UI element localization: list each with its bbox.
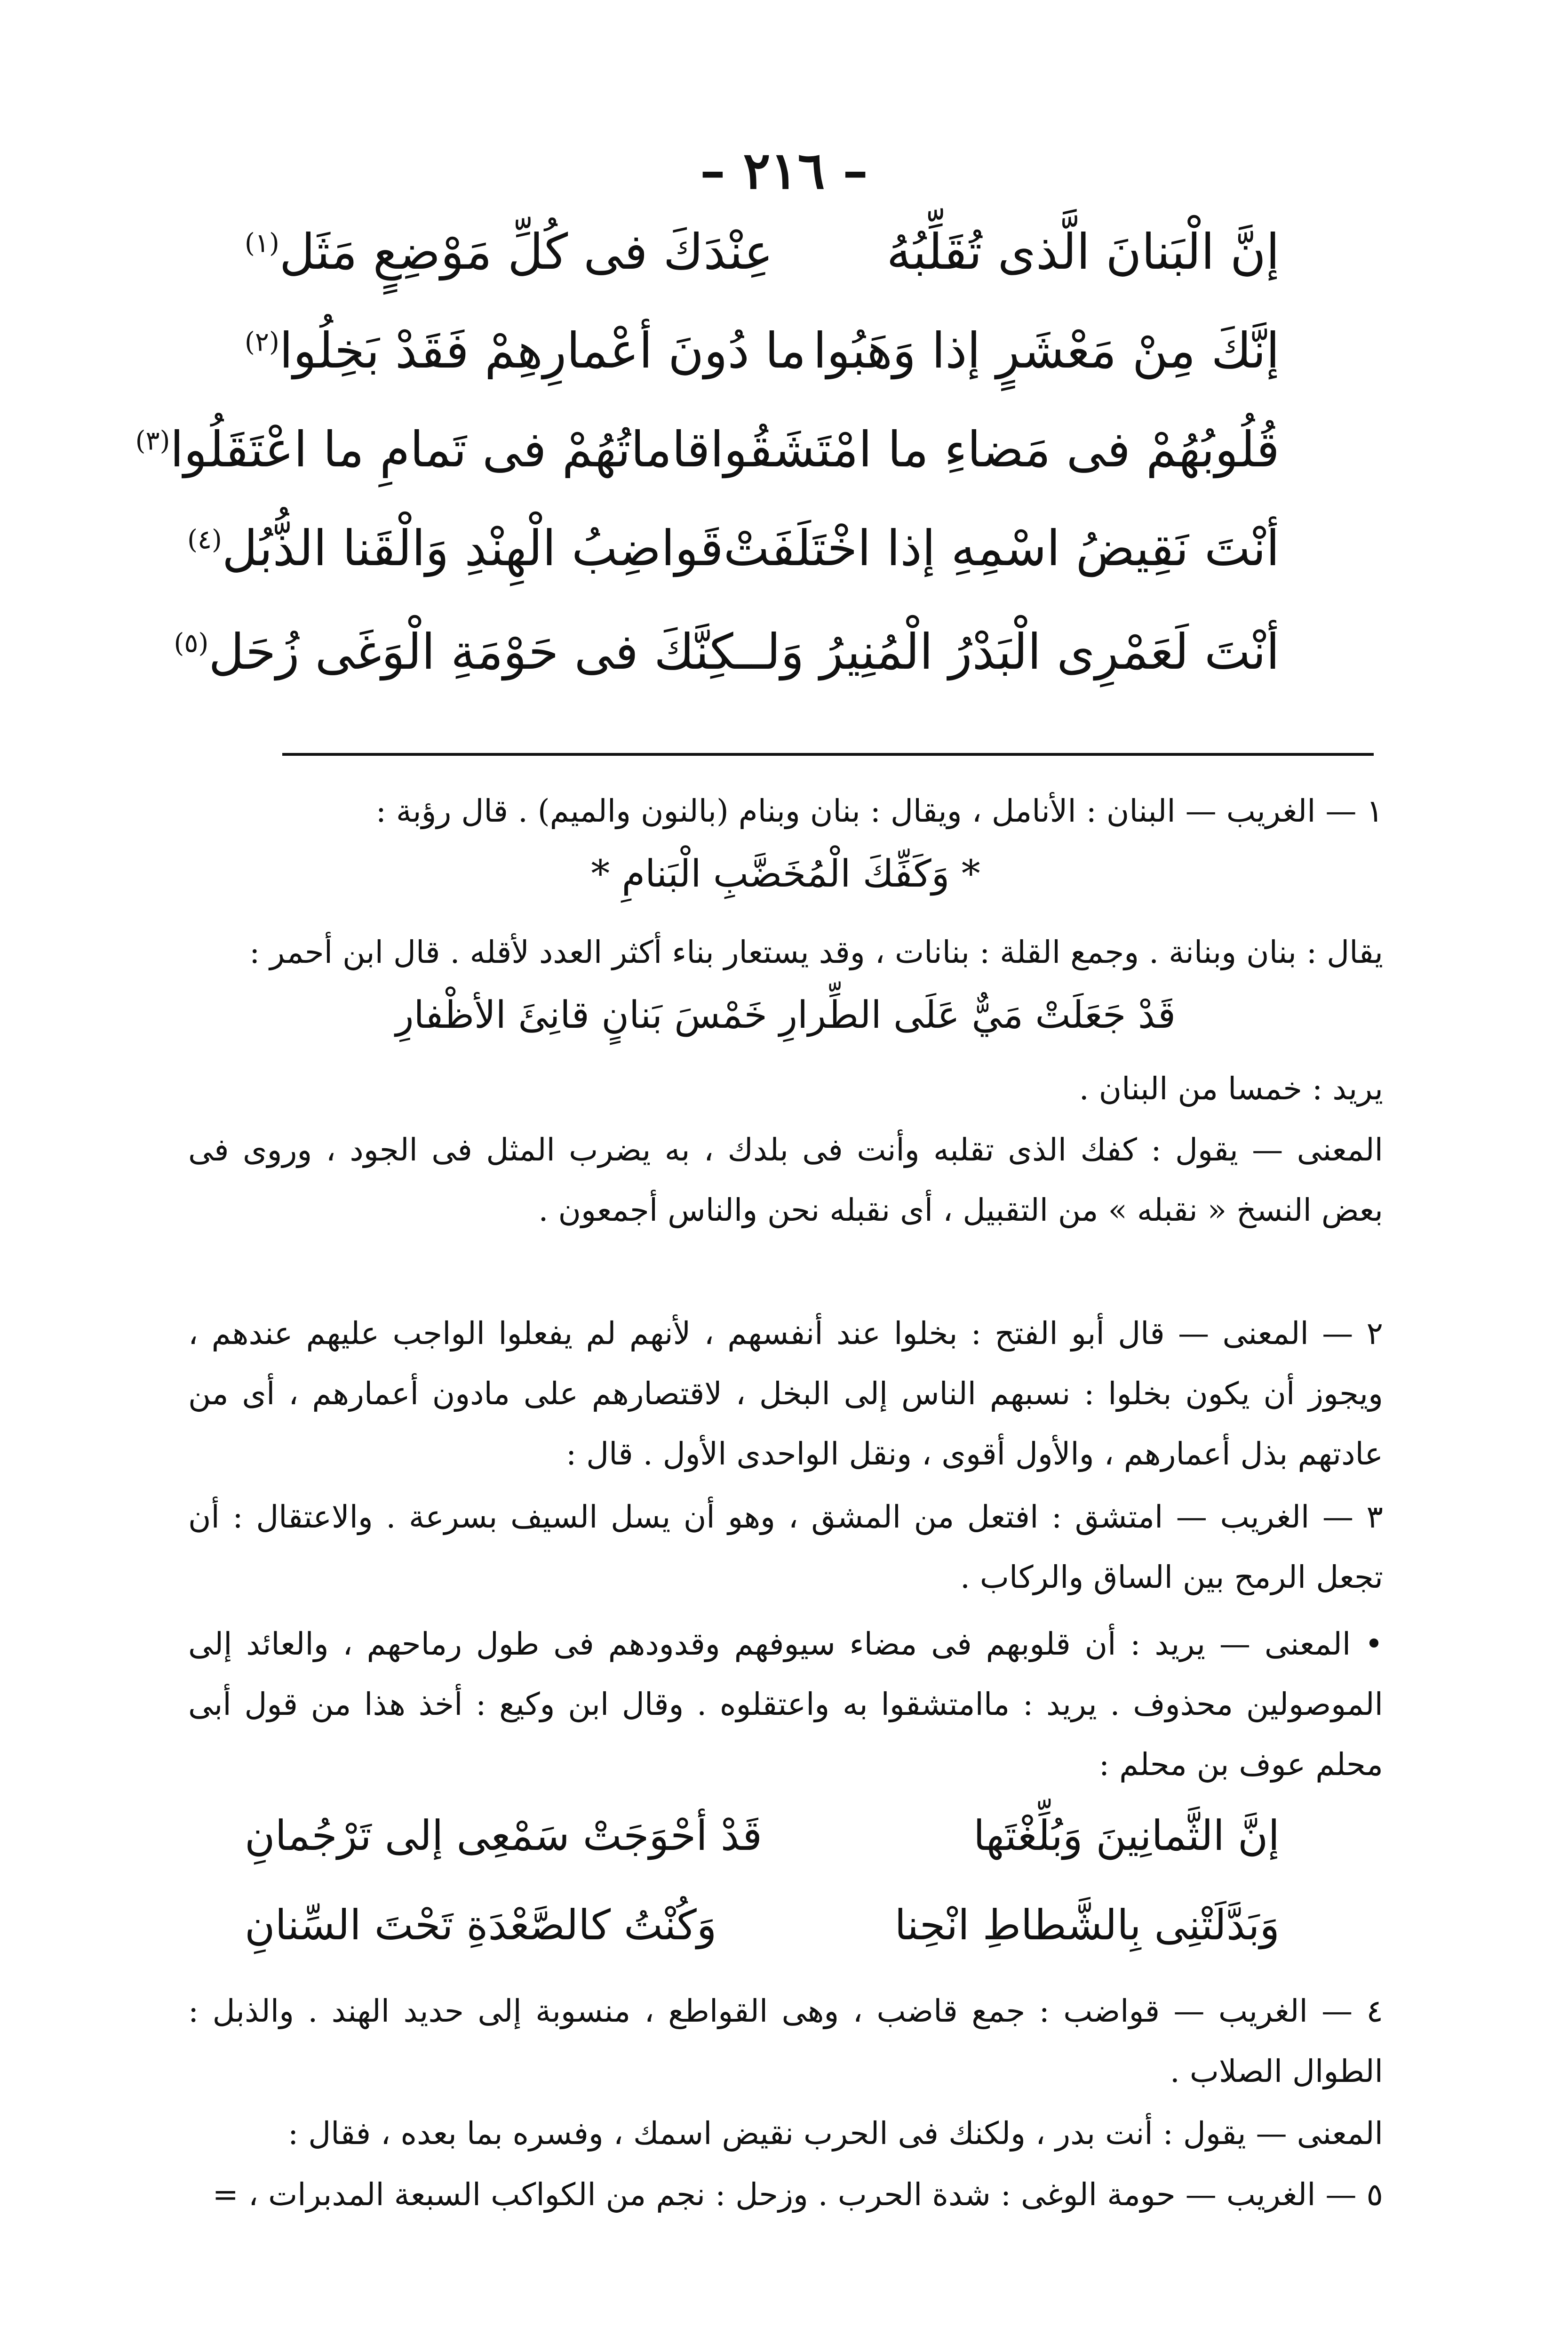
verse-second-hemistich-text: عِنْدَكَ فى كُلِّ مَوْضِعٍ مَثَل: [279, 223, 773, 280]
verse-first-hemistich: قُلُوبُهُمْ فى مَضاءِ ما امْتَشَقُوا: [710, 420, 1280, 478]
note-1-verse: قَدْ جَعَلَتْ مَيٌّ عَلَى الطِّرارِ خَمْسَ بَنانٍ قانِئَ الأظْفارِ: [395, 993, 1176, 1037]
note-1-plural: يقال : بنان وبنانة . وجمع القلة : بنانات ، وقد يستعار بناء أكثر العدد لأقله . قال ابن أحمر :: [249, 934, 1383, 970]
verse-line: [174, 607, 1280, 696]
note-1-meaning: المعنى — يقول : كفك الذى تقلبه وأنت فى بلدك ، به يضرب المثل فى الجود ، وروى فى بعض النسخ « نقبله » من التقبيل ، أى نقبله نحن والناس أجمعون .: [188, 1132, 1383, 1228]
quoted-verse-first-hemistich: إنَّ الثَّمانِينَ وَبُلِّغْتَها: [973, 1811, 1280, 1860]
verse-second-hemistich-text: قاماتُهُمْ فى تَمامِ ما اعْتَقَلُوا: [170, 420, 710, 478]
verse-second-hemistich: [245, 225, 773, 279]
verse-second-hemistich-text: ما دُونَ أعْمارِهِمْ فَقَدْ بَخِلُوا: [279, 321, 806, 379]
verse-second-hemistich: [135, 420, 710, 478]
page-number: – ٢١٦ –: [700, 141, 868, 200]
note-3-definition: ٣ — الغريب — امتشق : افتعل من المشق ، وهو أن يسل السيف بسرعة . والاعتقال : أن تجعل الرمح بين الساق والركاب .: [188, 1499, 1383, 1595]
verse-second-hemistich: [174, 625, 752, 679]
verse-first-hemistich: إنَّكَ مِنْ مَعْشَرٍ إذا وَهَبُوا: [813, 321, 1280, 379]
note-1-quote: * وَكَفِّكَ الْمُخَضَّبِ الْبَنامِ *: [591, 852, 980, 896]
verse-first-hemistich: أنْتَ نَقِيضُ اسْمِهِ إذا اخْتَلَفَتْ: [723, 519, 1280, 577]
note-2: ٢ — المعنى — قال أبو الفتح : بخلوا عند أنفسهم ، لأنهم لم يفعلوا الواجب عليهم عندهم ، ويجوز أن يكون بخلوا : نسبهم الناس إلى البخل ، لاقتصارهم على مادون أعمارهم ، أى من عادتهم بذل أعمارهم ، والأول أقوى ، ونقل الواحدى الأول . قال :: [188, 1315, 1383, 1472]
quoted-verse-second-hemistich: وَكُنْتُ كالصَّعْدَةِ تَحْتَ السِّنانِ: [245, 1900, 717, 1949]
footnote-marker: (١): [245, 228, 279, 259]
verse-line: [245, 306, 1280, 395]
verse-second-hemistich: [187, 521, 724, 575]
verse-second-hemistich: [245, 321, 806, 379]
quoted-verse-line: [245, 1887, 1280, 1962]
footnote-marker: (٤): [187, 524, 222, 555]
note-1-gloss: يريد : خمسا من البنان .: [1079, 1071, 1383, 1107]
note-5: ٥ — الغريب — حومة الوغى : شدة الحرب . وزحل : نجم من الكواكب السبعة المدبرات ، =: [212, 2176, 1383, 2213]
verse-line: [245, 207, 1280, 296]
quoted-verse-line: [245, 1798, 1280, 1873]
verse-second-hemistich-text: قَواضِبُ الْهِنْدِ وَالْقَنا الذُّبُل: [222, 519, 724, 577]
separator-rule: [282, 753, 1374, 756]
verse-first-hemistich: أنْتَ لَعَمْرِى الْبَدْرُ الْمُنِيرُ وَلـ: [751, 623, 1280, 680]
verse-first-hemistich: إنَّ الْبَنانَ الَّذى تُقَلِّبُهُ: [886, 223, 1280, 280]
note-4-meaning: المعنى — يقول : أنت بدر ، ولكنك فى الحرب نقيض اسمك ، وفسره بما بعده ، فقال :: [287, 2115, 1383, 2152]
footnote-marker: (٢): [245, 327, 279, 358]
verse-line: [135, 405, 1280, 494]
verse-line: [187, 504, 1280, 593]
quoted-verse-second-hemistich: قَدْ أحْوَجَتْ سَمْعِى إلى تَرْجُمانِ: [245, 1811, 763, 1860]
footnote-marker: (٥): [174, 628, 209, 659]
note-1-definition: ١ — الغريب — البنان : الأنامل ، ويقال : بنان وبنام (بالنون والميم) . قال رؤبة :: [375, 793, 1383, 829]
quoted-verse-first-hemistich: وَبَدَّلَتْنِى بِالشَّطاطِ انْحِنا: [894, 1900, 1280, 1949]
note-4-definition: ٤ — الغريب — قواضب : جمع قاضب ، وهى القواطع ، منسوبة إلى حديد الهند . والذبل : الطوال الصلاب .: [188, 1993, 1383, 2089]
note-3-meaning: • المعنى — يريد : أن قلوبهم فى مضاء سيوفهم وقدودهم فى طول رماحهم ، والعائد إلى الموصولين محذوف . يريد : ماامتشقوا به واعتقلوه . وقال ابن وكيع : أخذ هذا من قول أبى محلم عوف بن محلم :: [188, 1626, 1383, 1783]
footnote-marker: (٣): [135, 425, 170, 456]
verse-second-hemistich-text: ـكِنَّكَ فى حَوْمَةِ الْوَغَى زُحَل: [208, 623, 752, 680]
